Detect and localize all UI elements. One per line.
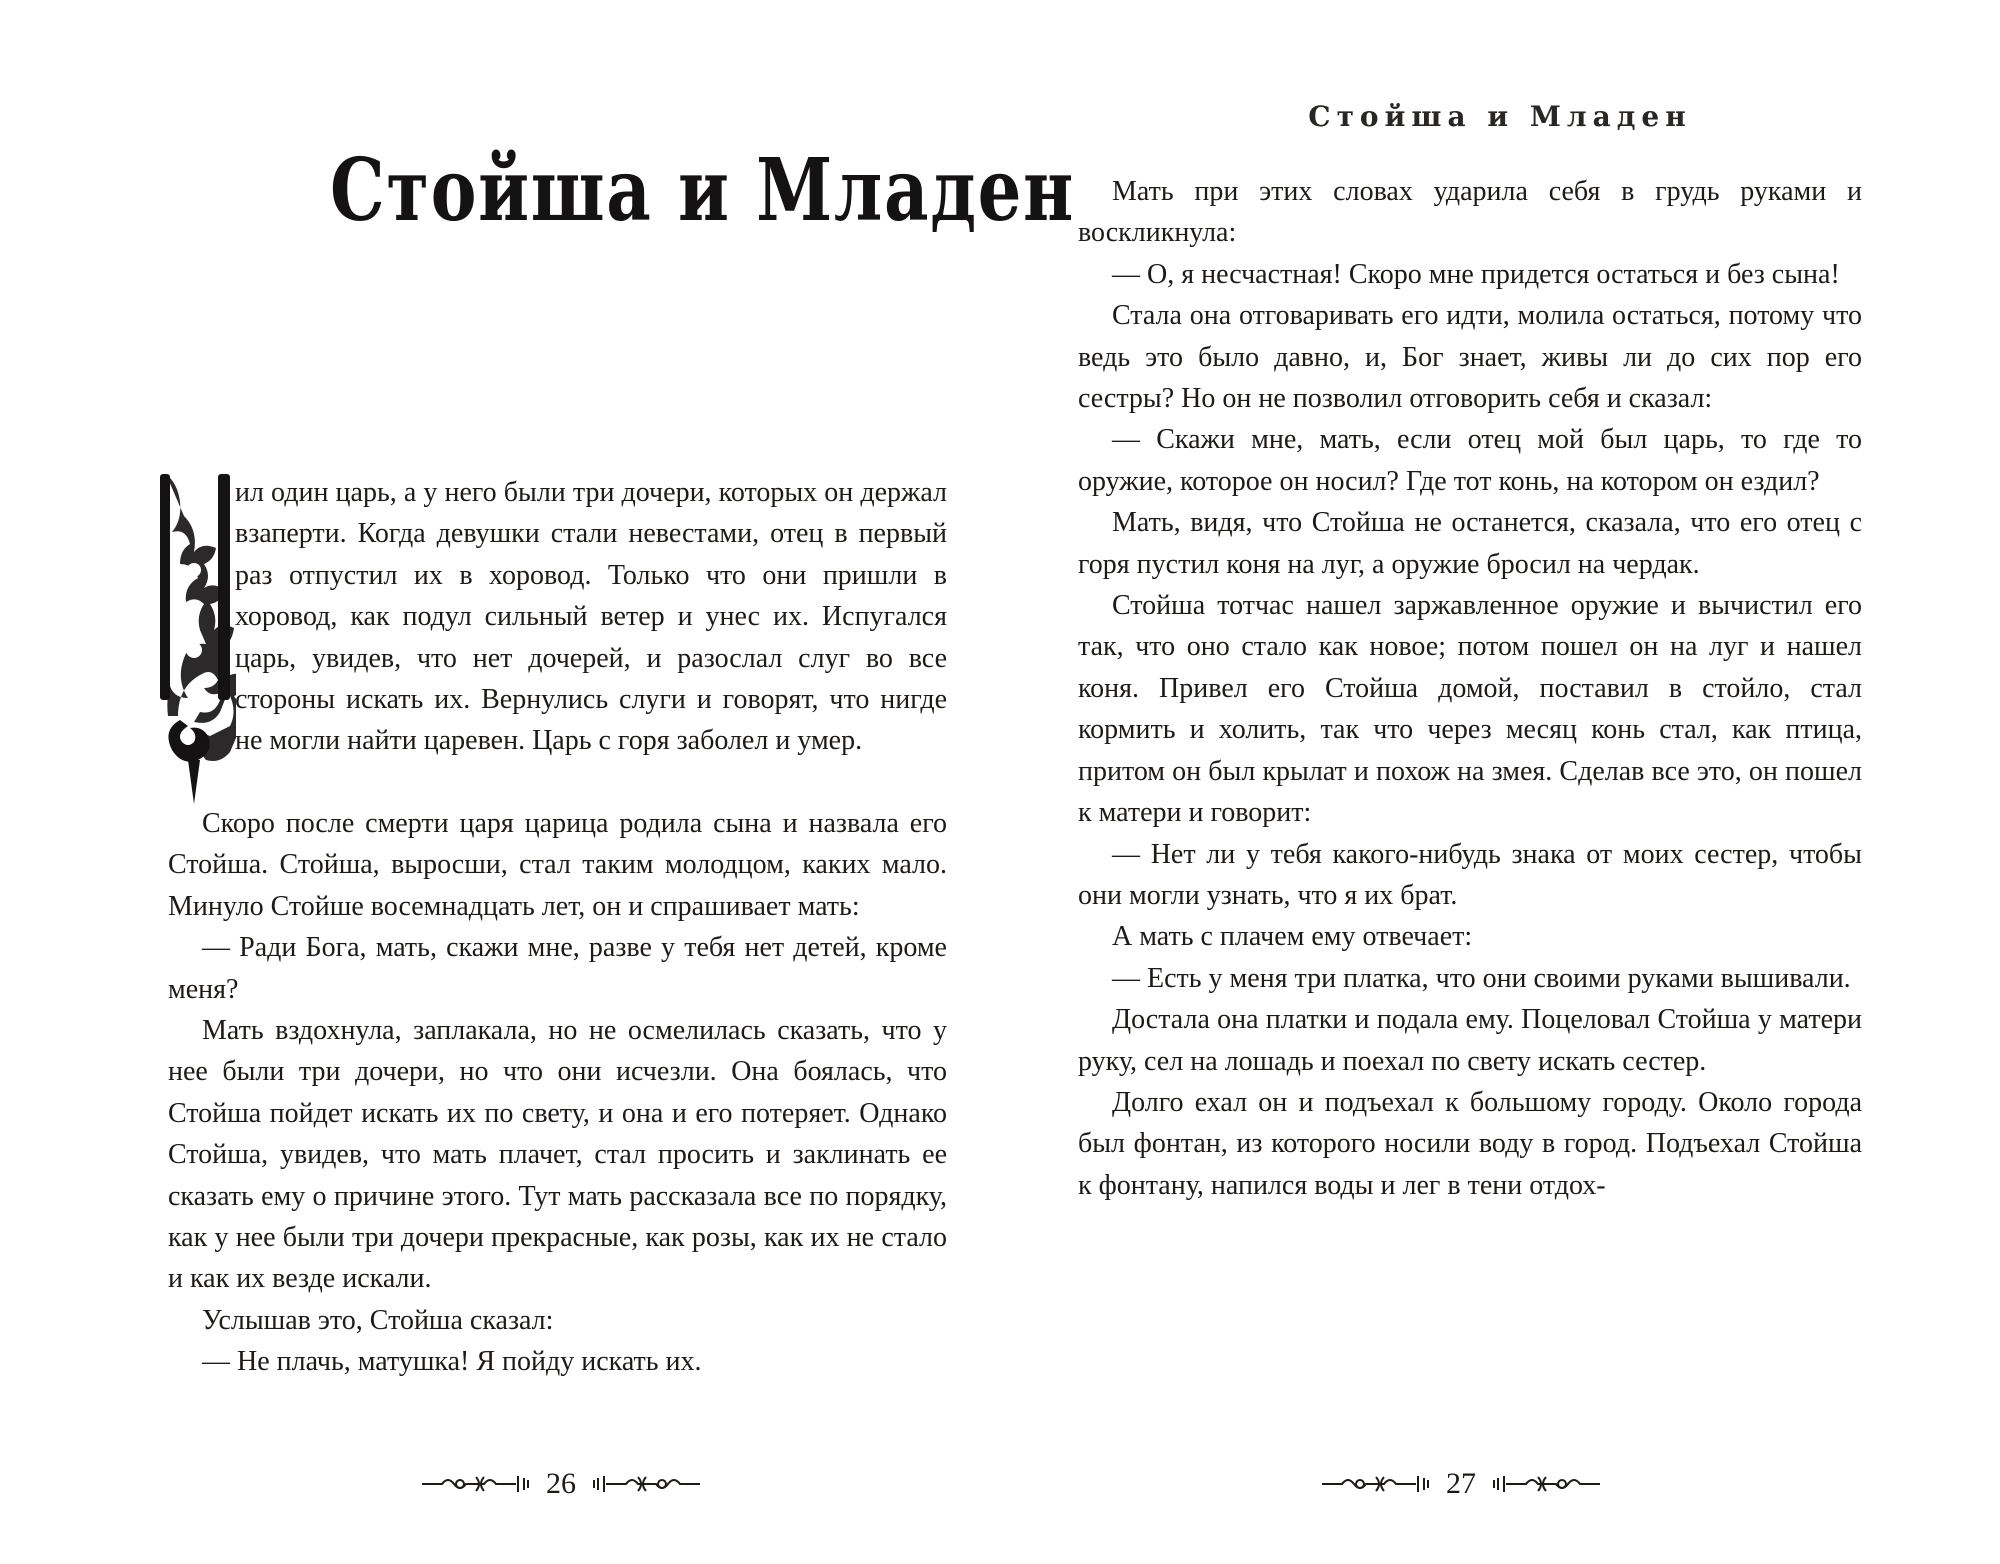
running-header: Стойша и Младен bbox=[1308, 100, 1692, 133]
paragraph: Долго ехал он и подъехал к большому городу. Около города был фонтан, из которого носили воду в город. Подъехал Стойша к фонтану, напился воды и лег в тени отдох- bbox=[1078, 1086, 1862, 1201]
page-number: 27 bbox=[1446, 1467, 1476, 1500]
paragraph: Скоро после смерти царя царица родила сына и назвала его Стойша. Стойша, выросши, стал таким молодцом, каких мало. Минуло Стойше восемнадцать лет, он и спрашивает мать: bbox=[168, 808, 947, 922]
paragraph: Стала она отговаривать его идти, молила остаться, потому что ведь это было давно, и, Бог знает, живы ли до сих пор его сестры? Но он не позволил отговорить себя и сказал: bbox=[1078, 300, 1862, 415]
paragraph: — Не плачь, матушка! Я пойду искать их. bbox=[202, 1346, 702, 1378]
paragraph: — Нет ли у тебя какого-нибудь знака от моих сестер, чтобы они могли узнать, что я их брат. bbox=[1078, 838, 1862, 911]
ornamental-initial-icon bbox=[158, 470, 236, 806]
paragraph: — О, я несчастная! Скоро мне придется остаться и без сына! bbox=[1112, 258, 1840, 290]
paragraph: А мать с плачем ему отвечает: bbox=[1112, 921, 1473, 953]
left-ornament-icon bbox=[420, 1473, 532, 1495]
left-text-bottom bbox=[168, 803, 947, 1383]
paragraph: — Ради Бога, мать, скажи мне, разве у тебя нет детей, кроме меня? bbox=[168, 932, 947, 1005]
paragraph: — Есть у меня три платка, что они своими руками вышивали. bbox=[1112, 962, 1851, 994]
chapter-title: Стойша и Младен bbox=[330, 140, 1075, 241]
page-footer bbox=[420, 1462, 702, 1506]
drop-cap bbox=[158, 470, 236, 806]
paragraph: — Скажи мне, мать, если отец мой был царь, то где то оружие, которое он носил? Где тот конь, на котором он ездил? bbox=[1078, 424, 1862, 497]
paragraph: ил один царь, а у него были три дочери, которых он держал взаперти. Когда девушки стали невестами, отец в первый раз отпустил их в хоровод. Только что они пришли в хоровод, как подул сильный ветер и унес их. Испугался царь, увидев, что нет дочерей, и разослал слуг во все стороны искать их. Вернулись слуги и говорят, что нигде не могли найти царевен. Царь с горя заболел и умер. bbox=[235, 477, 947, 757]
paragraph: Услышав это, Стойша сказал: bbox=[202, 1304, 554, 1336]
page-number: 26 bbox=[546, 1467, 576, 1500]
left-text-top bbox=[235, 472, 947, 762]
right-ornament-icon bbox=[590, 1473, 702, 1495]
left-ornament-icon bbox=[1320, 1473, 1432, 1495]
paragraph: Мать вздохнула, заплакала, но не осмелилась сказать, что у нее были три дочери, но что они исчезли. Она боялась, что Стойша пойдет искать их по свету, и она и его потеряет. Однако Стойша, увидев, что мать плачет, стал просить и заклинать ее сказать ему о причине этого. Тут мать рассказала все по порядку, как у нее были три дочери прекрасные, как розы, как их не стало и как их везде искали. bbox=[168, 1015, 947, 1295]
paragraph: Достала она платки и подала ему. Поцеловал Стойша у матери руку, сел на лошадь и поехал по свету искать сестер. bbox=[1078, 1004, 1862, 1077]
paragraph: Мать при этих словах ударила себя в грудь руками и воскликнула: bbox=[1078, 176, 1862, 249]
right-ornament-icon bbox=[1490, 1473, 1602, 1495]
right-page bbox=[1000, 0, 2000, 1564]
page-footer bbox=[1320, 1462, 1602, 1506]
paragraph: Мать, видя, что Стойша не останется, сказала, что его отец с горя пустил коня на луг, а оружие бросил на чердак. bbox=[1078, 507, 1862, 580]
paragraph: Стойша тотчас нашел заржавленное оружие и вычистил его так, что оно стало как новое; потом пошел он на луг и нашел коня. Привел его Стойша домой, поставил в стойло, стал кормить и холить, так что через месяц конь стал, как птица, притом он был крылат и похож на змея. Сделав все это, он пошел к матери и говорит: bbox=[1078, 590, 1862, 829]
right-text bbox=[1078, 171, 1862, 1206]
